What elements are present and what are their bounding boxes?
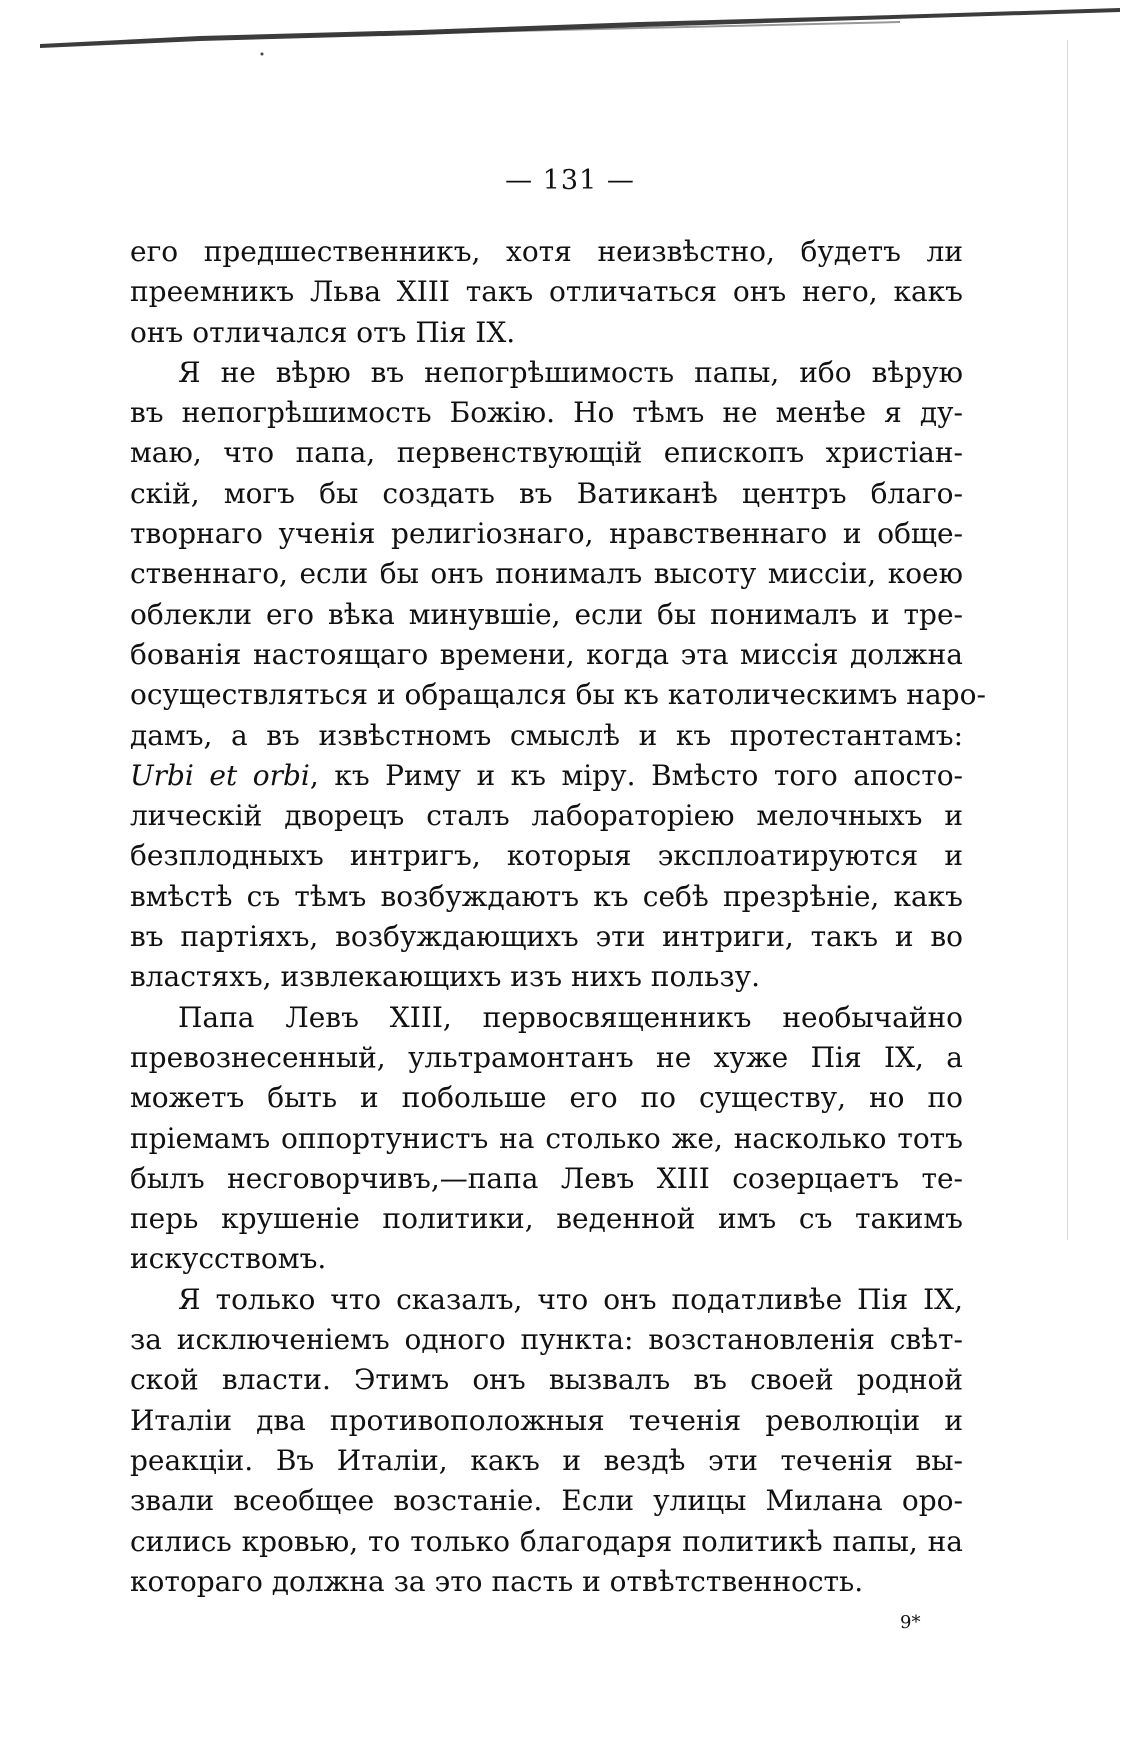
- text-line: Италіи два противоположныя теченія революціи и: [130, 1403, 963, 1437]
- text-line: былъ несговорчивъ,—папа Левъ XIII созерцаетъ те-: [130, 1161, 963, 1195]
- page-number: — 131 —: [505, 165, 635, 196]
- italic-phrase: Urbi et orbi: [130, 758, 310, 792]
- text-line: перь крушеніе политики, веденной имъ съ такимъ: [130, 1202, 963, 1236]
- text-line: онъ отличался отъ Пія IX.: [130, 315, 516, 349]
- signature-mark: 9*: [900, 1612, 921, 1633]
- text-line: можетъ быть и побольше его по существу, но по: [130, 1081, 963, 1115]
- text-line: пріемамъ оппортунистъ на столько же, насколько тотъ: [130, 1121, 963, 1155]
- text-line: превознесенный, ультрамонтанъ не хуже Пія IX, а: [130, 1040, 963, 1074]
- text-line: властяхъ, извлекающихъ изъ нихъ пользу.: [130, 960, 760, 994]
- text-line-with-italic: Urbi et orbi, къ Риму и къ міру. Вмѣсто того апосто-: [130, 758, 964, 792]
- text-line: безплодныхъ интригъ, которыя эксплоатируются и: [130, 839, 963, 873]
- text-line: Папа Левъ XIII, первосвященникъ необычайно: [178, 1000, 963, 1034]
- text-line: лическій дворецъ сталъ лабораторіею мелочныхъ и: [130, 799, 963, 833]
- text-line: вмѣстѣ съ тѣмъ возбуждаютъ къ себѣ презрѣніе, какъ: [130, 879, 963, 913]
- text-line: реакціи. Въ Италіи, какъ и вездѣ эти теченія вы-: [130, 1443, 963, 1477]
- scan-edge-artifact: [0, 0, 1140, 60]
- text-line: въ партіяхъ, возбуждающихъ эти интриги, такъ и во: [130, 920, 963, 954]
- text-line: ской власти. Этимъ онъ вызвалъ въ своей родной: [130, 1363, 963, 1397]
- text-line: звали всеобщее возстаніе. Если улицы Милана оро-: [130, 1484, 963, 1518]
- page-edge-line: [1067, 40, 1068, 1240]
- text-line: Я не вѣрю въ непогрѣшимость папы, ибо вѣрую: [178, 355, 963, 389]
- text-line: его предшественникъ, хотя неизвѣстно, будетъ ли: [130, 235, 963, 268]
- text-line: Я только что сказалъ, что онъ податливѣе Пія IX,: [178, 1282, 963, 1316]
- text-line: скій, могъ бы создать въ Ватиканѣ центръ благо-: [130, 476, 963, 510]
- text-line: осуществляться и обращался бы къ католическимъ наро-: [130, 678, 986, 712]
- text-line: ственнаго, если бы онъ понималъ высоту миссіи, коею: [130, 557, 963, 591]
- text-line: въ непогрѣшимость Божію. Но тѣмъ не менѣе я ду-: [130, 396, 963, 430]
- text-line: бованія настоящаго времени, когда эта миссія должна: [130, 637, 963, 671]
- text-line: творнаго ученія религіознаго, нравственнаго и обще-: [130, 517, 963, 551]
- text-line: преемникъ Льва XIII такъ отличаться онъ него, какъ: [130, 275, 963, 309]
- text-line: облекли его вѣка минувшіе, если бы понималъ и тре-: [130, 597, 963, 631]
- text-line: искусствомъ.: [130, 1242, 327, 1276]
- body-text: [130, 232, 986, 1602]
- text-line: котораго должна за это пасть и отвѣтственность.: [130, 1564, 864, 1598]
- text-line: сились кровью, то только благодаря политикѣ папы, на: [130, 1524, 963, 1558]
- text-line: за исключеніемъ одного пункта: возстановленія свѣт-: [130, 1323, 963, 1357]
- text-line: маю, что папа, первенствующій епископъ христіан-: [130, 436, 963, 470]
- text-line: дамъ, а въ извѣстномъ смыслѣ и къ протестантамъ:: [130, 718, 963, 752]
